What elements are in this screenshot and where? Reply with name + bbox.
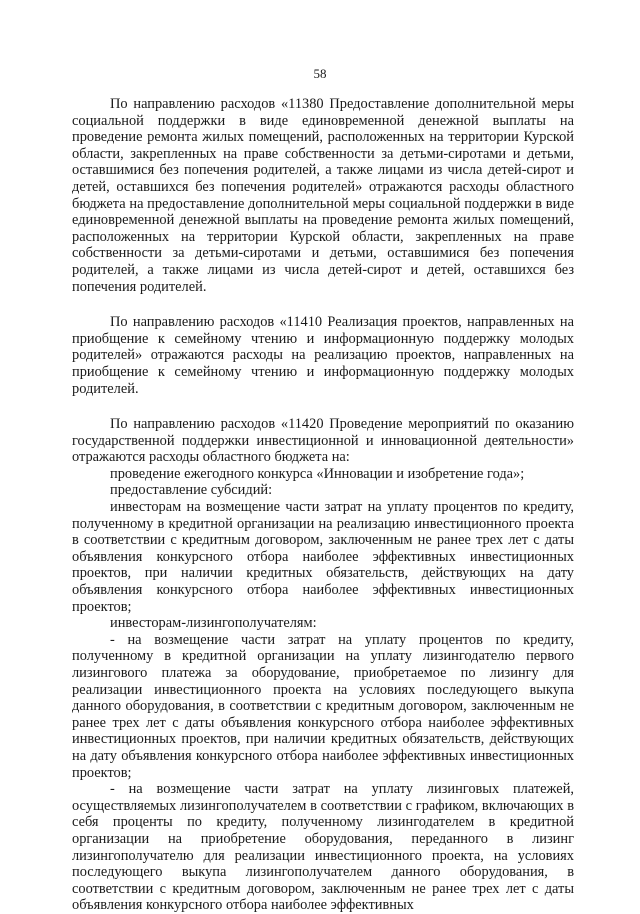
page-number: 58 [313, 66, 327, 81]
paragraph-11410: По направлению расходов «11410 Реализация проектов, направленных на приобщение к семейному чтению и информационную поддержку молодых родителей» отражаются расходы на реализацию проектов, направленных на приобщение к семейному чтению и информационную поддержку молодых родителей. [72, 314, 574, 397]
paragraph-lessees-payments: - на возмещение части затрат на уплату лизинговых платежей, осуществляемых лизингополучателем в соответствии с графиком, включающих в себя проценты по кредиту, полученному лизингодателем в кредитной организации на приобретение оборудования, переданного в лизинг лизингополучателю для реализации инвестиционного проекта, на условиях последующего выкупа лизингополучателем данного оборудования, в соответствии с кредитным договором, заключенным не ранее трех лет с даты объявления конкурсного отбора наиболее эффективных [72, 781, 574, 914]
page-body [72, 96, 574, 914]
paragraph-lessees-interest: - на возмещение части затрат на уплату процентов по кредиту, полученному в кредитной организации на уплату лизингодателю первого лизингового платежа за оборудование, приобретаемое по лизингу для реализации инвестиционного проекта на условиях последующего выкупа данного оборудования, в соответствии с кредитным договором, заключенным не ранее трех лет с даты объявления конкурсного отбора наиболее эффективных инвестиционных проектов, при наличии кредитных обязательств, действующих на дату объявления конкурсного отбора наиболее эффективных инвестиционных проектов; [72, 631, 574, 781]
paragraph-investors: инвесторам на возмещение части затрат на уплату процентов по кредиту, полученному в кредитной организации на реализацию инвестиционного проекта в соответствии с кредитным договором, заключенным не ранее трех лет с даты объявления конкурсного отбора наиболее эффективных инвестиционных проектов, при наличии кредитных обязательств, действующих на дату объявления конкурсного отбора наиболее эффективных инвестиционных проектов; [72, 499, 574, 615]
paragraph-11380: По направлению расходов «11380 Предоставление дополнительной меры социальной поддержки в виде единовременной денежной выплаты на проведение ремонта жилых помещений, расположенных на территории Курской области, закрепленных на праве собственности за детьми-сиротами и детьми, оставшимися без попечения родителей, а также лицами из числа детей-сирот и детей, оставшихся без попечения родителей» отражаются расходы областного бюджета на предоставление дополнительной меры социальной поддержки в виде единовременной денежной выплаты на проведение ремонта жилых помещений, расположенных на территории Курской области, закрепленных на праве собственности за детьми-сиротами и детьми, оставшимися без попечения родителей, а также лицами из числа детей-сирот и детей, оставшихся без попечения родителей. [72, 96, 574, 295]
paragraph-lessees-heading: инвесторам-лизингополучателям: [110, 615, 317, 632]
paragraph-11420: По направлению расходов «11420 Проведение мероприятий по оказанию государственной поддержки инвестиционной и инновационной деятельности» отражаются расходы областного бюджета на: [72, 416, 574, 466]
list-item-contest: проведение ежегодного конкурса «Инновации и изобретение года»; [110, 465, 525, 482]
list-item-subsidies: предоставление субсидий: [110, 482, 273, 499]
